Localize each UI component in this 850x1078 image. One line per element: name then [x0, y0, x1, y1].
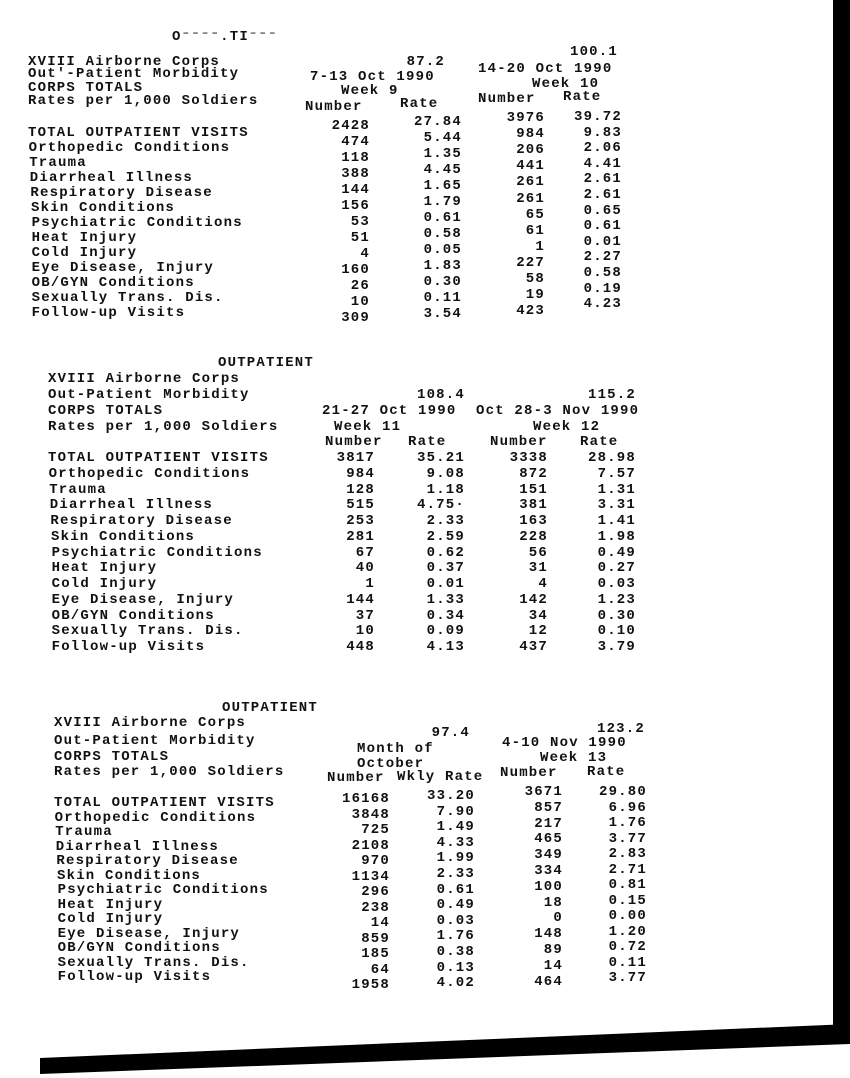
- rate-value: 0.30: [423, 274, 462, 290]
- rate-value: 0.15: [608, 892, 647, 909]
- number-value: 1134: [351, 868, 390, 885]
- number-value: 872: [519, 465, 548, 482]
- rate-value: 0.30: [597, 607, 636, 624]
- number-value: 261: [516, 190, 545, 207]
- rate-value: 1.33: [426, 591, 465, 608]
- row-label: Eye Disease, Injury: [57, 925, 241, 942]
- report-title: OUTPATIENT: [218, 355, 315, 371]
- number-value: 10: [355, 623, 375, 640]
- row-label: Trauma: [49, 481, 107, 498]
- number-column-header: Number: [490, 434, 548, 450]
- number-value: 423: [516, 303, 545, 320]
- number-value: 185: [361, 946, 390, 962]
- rate-value: 0.61: [583, 218, 622, 235]
- row-label: Psychiatric Conditions: [57, 882, 269, 898]
- rate-column-header: Rate: [587, 764, 626, 780]
- rate-value: 1.76: [608, 815, 647, 831]
- group-total-rate: 123.2: [596, 721, 645, 737]
- number-value: 16168: [341, 791, 390, 807]
- rate-value: 0.58: [583, 265, 622, 281]
- number-column-header: Number: [478, 91, 536, 107]
- row-label: Eye Disease, Injury: [31, 260, 215, 276]
- rate-value: 0.11: [423, 290, 462, 306]
- number-value: 31: [528, 560, 548, 577]
- rate-value: 0.09: [426, 623, 465, 640]
- number-value: 296: [361, 884, 390, 900]
- rate-value: 0.27: [597, 560, 636, 577]
- row-label: Skin Conditions: [31, 200, 176, 216]
- number-value: 3848: [351, 806, 390, 823]
- bottom-border-bar: [40, 1024, 850, 1074]
- number-value: 238: [361, 899, 390, 916]
- rate-value: 0.61: [436, 881, 475, 898]
- rate-value: 5.44: [423, 130, 462, 146]
- number-column-header: Number: [327, 770, 385, 786]
- number-value: 61: [525, 222, 545, 239]
- rate-value: 0.81: [608, 877, 647, 893]
- period-label: 4-10 Nov 1990: [502, 735, 627, 751]
- report-header-line: CORPS TOTALS: [54, 749, 170, 765]
- rate-value: 2.27: [583, 249, 622, 266]
- rate-value: 0.00: [608, 908, 647, 924]
- number-value: 151: [519, 481, 548, 498]
- row-label: Heat Injury: [57, 896, 164, 913]
- rate-value: 1.76: [436, 928, 475, 945]
- rate-value: 3.77: [608, 830, 647, 847]
- group-total-rate: 115.2: [587, 387, 636, 403]
- number-value: 334: [534, 863, 563, 879]
- rate-column-header: Wkly Rate: [397, 769, 484, 785]
- number-value: 261: [516, 174, 545, 191]
- rate-value: 0.13: [436, 959, 475, 976]
- number-value: 64: [370, 961, 390, 978]
- report-header-line: CORPS TOTALS: [28, 80, 144, 96]
- period-label: Oct 28-3 Nov 1990: [476, 403, 640, 419]
- rate-value: 4.23: [583, 296, 622, 313]
- group-total-rate: 100.1: [569, 44, 618, 60]
- rate-value: 0.11: [608, 954, 647, 971]
- number-value: 34: [528, 607, 548, 624]
- rate-value: 4.13: [426, 639, 465, 655]
- number-value: 3817: [336, 450, 375, 466]
- row-label: Heat Injury: [31, 230, 138, 246]
- rate-value: 1.35: [423, 146, 462, 162]
- period-label: 7-13 Oct 1990: [310, 69, 435, 85]
- rate-value: 1.83: [423, 258, 462, 274]
- rate-value: 0.38: [436, 944, 475, 960]
- report-header-line: XVIII Airborne Corps: [54, 715, 247, 731]
- row-label: Follow-up Visits: [31, 305, 186, 321]
- row-label: Heat Injury: [51, 560, 158, 577]
- number-value: 0: [553, 910, 563, 927]
- right-border-bar: [833, 0, 850, 1038]
- number-value: 2428: [331, 118, 370, 134]
- number-value: 148: [534, 926, 563, 943]
- number-value: 1958: [351, 977, 390, 993]
- number-value: 4: [538, 576, 548, 592]
- row-label: Skin Conditions: [51, 528, 196, 545]
- number-value: 65: [525, 206, 545, 223]
- rate-value: 9.08: [426, 465, 465, 482]
- number-column-header: Number: [305, 99, 363, 115]
- row-label: TOTAL OUTPATIENT VISITS: [48, 450, 269, 466]
- row-label: Orthopedic Conditions: [28, 140, 231, 156]
- row-label: Follow-up Visits: [51, 639, 206, 655]
- number-column-header: Number: [500, 765, 558, 781]
- row-label: TOTAL OUTPATIENT VISITS: [54, 795, 275, 811]
- number-value: 984: [346, 465, 375, 482]
- period-label: 21-27 Oct 1990: [322, 403, 457, 419]
- row-label: OB/GYN Conditions: [57, 940, 221, 956]
- rate-value: 1.79: [423, 194, 462, 210]
- report-header-line: Rates per 1,000 Soldiers: [48, 419, 279, 435]
- number-value: 14: [370, 915, 390, 931]
- rate-column-header: Rate: [563, 89, 602, 105]
- number-value: 725: [361, 822, 390, 838]
- rate-value: 0.01: [583, 233, 622, 250]
- number-value: 515: [346, 497, 375, 514]
- rate-value: 1.49: [436, 819, 475, 836]
- report-header-line: Out-Patient Morbidity: [54, 733, 256, 749]
- rate-value: 39.72: [573, 109, 622, 125]
- rate-value: 0.49: [436, 897, 475, 914]
- number-value: 100: [534, 878, 563, 895]
- row-label: Respiratory Disease: [30, 185, 213, 201]
- group-total-rate: 97.4: [431, 725, 470, 741]
- rate-value: 4.45: [423, 162, 462, 178]
- rate-value: 1.31: [597, 481, 636, 498]
- row-label: Diarrheal Illness: [29, 170, 194, 186]
- row-label: Follow-up Visits: [57, 969, 212, 985]
- number-value: 253: [346, 513, 375, 529]
- period-label: Month of: [357, 741, 434, 757]
- number-value: 144: [346, 591, 375, 608]
- week-label: Week 12: [533, 419, 601, 435]
- rate-value: 2.33: [426, 513, 465, 529]
- number-value: 349: [534, 847, 563, 864]
- number-value: 26: [350, 278, 370, 294]
- number-value: 4: [360, 246, 370, 262]
- rate-value: 2.71: [608, 861, 647, 878]
- period-label: 14-20 Oct 1990: [478, 61, 613, 77]
- week-label: Week 13: [540, 750, 608, 766]
- row-label: Cold Injury: [31, 245, 138, 261]
- row-label: TOTAL OUTPATIENT VISITS: [28, 125, 249, 141]
- rate-value: 7.90: [436, 803, 475, 820]
- number-value: 118: [341, 150, 370, 166]
- rate-value: 28.98: [587, 450, 636, 466]
- row-label: Trauma: [29, 155, 87, 171]
- rate-value: 3.77: [608, 970, 647, 986]
- number-value: 56: [528, 544, 548, 561]
- row-label: Diarrheal Illness: [49, 497, 214, 514]
- row-label: Cold Injury: [51, 576, 158, 592]
- number-value: 40: [355, 560, 375, 577]
- rate-value: 1.65: [423, 178, 462, 194]
- rate-value: 4.02: [436, 975, 475, 992]
- number-value: 206: [516, 142, 545, 159]
- report-header-line: Out-Patient Morbidity: [48, 387, 250, 403]
- number-value: 437: [519, 639, 548, 655]
- number-value: 163: [519, 513, 548, 529]
- number-value: 2108: [351, 837, 390, 854]
- row-label: Trauma: [55, 824, 113, 840]
- number-value: 3976: [506, 110, 545, 126]
- report-header-line: XVIII Airborne Corps: [48, 371, 241, 387]
- row-label: OB/GYN Conditions: [51, 607, 215, 624]
- row-label: Cold Injury: [57, 911, 164, 927]
- rate-value: 35.21: [416, 450, 465, 466]
- rate-value: 2.59: [426, 528, 465, 545]
- report-header-line: CORPS TOTALS: [48, 403, 164, 419]
- rate-value: 1.18: [426, 481, 465, 498]
- rate-value: 0.72: [608, 939, 647, 955]
- rate-value: 4.41: [583, 155, 622, 172]
- number-value: 465: [534, 831, 563, 848]
- number-value: 142: [519, 591, 548, 608]
- week-label: Week 11: [334, 419, 402, 435]
- number-value: 3338: [509, 450, 548, 466]
- number-value: 388: [341, 166, 370, 182]
- number-value: 281: [346, 528, 375, 545]
- row-label: Psychiatric Conditions: [31, 215, 243, 231]
- rate-value: 1.98: [597, 528, 636, 545]
- rate-column-header: Rate: [408, 434, 447, 450]
- rate-value: 0.49: [597, 544, 636, 561]
- number-value: 448: [346, 639, 375, 655]
- period-label: October: [357, 756, 425, 772]
- row-label: Respiratory Disease: [50, 513, 233, 529]
- rate-value: 0.05: [423, 242, 462, 258]
- rate-value: 1.23: [597, 591, 636, 608]
- rate-value: 0.01: [426, 576, 465, 592]
- row-label: Sexually Trans. Dis.: [31, 290, 224, 306]
- row-label: Diarrheal Illness: [55, 838, 220, 855]
- group-total-rate: 87.2: [406, 54, 445, 70]
- rate-value: 0.34: [426, 607, 465, 624]
- rate-value: 2.61: [583, 187, 622, 203]
- rate-value: 27.84: [413, 114, 462, 130]
- number-value: 857: [534, 799, 563, 816]
- number-value: 227: [516, 254, 545, 271]
- number-value: 464: [534, 973, 563, 990]
- row-label: Eye Disease, Injury: [51, 591, 235, 608]
- report-header-line: Out'-Patient Morbidity: [28, 66, 240, 82]
- week-label: Week 10: [532, 76, 600, 92]
- rate-value: 0.65: [583, 202, 622, 219]
- rate-value: 0.03: [436, 912, 475, 929]
- number-value: 89: [543, 942, 563, 958]
- rate-value: 4.33: [436, 834, 475, 851]
- report-header-line: Rates per 1,000 Soldiers: [54, 764, 285, 780]
- rate-value: 0.10: [597, 623, 636, 640]
- rate-column-header: Rate: [580, 434, 619, 450]
- row-label: Respiratory Disease: [56, 853, 239, 869]
- number-value: 37: [355, 607, 375, 624]
- rate-value: 0.58: [423, 226, 462, 242]
- number-value: 10: [350, 294, 370, 310]
- number-value: 14: [543, 957, 563, 974]
- rate-value: 4.75·: [416, 497, 465, 514]
- row-label: Skin Conditions: [57, 867, 202, 884]
- rate-value: 2.06: [583, 140, 622, 157]
- row-label: Orthopedic Conditions: [48, 465, 251, 482]
- number-value: 12: [528, 623, 548, 640]
- report-title: O⁻⁻⁻⁻.TI⁻⁻⁻: [172, 29, 278, 45]
- rate-value: 3.54: [423, 306, 462, 322]
- row-label: Orthopedic Conditions: [54, 809, 257, 826]
- number-value: 128: [346, 481, 375, 498]
- rate-value: 7.57: [597, 465, 636, 482]
- rate-value: 1.41: [597, 513, 636, 529]
- rate-value: 0.62: [426, 544, 465, 561]
- number-value: 67: [355, 544, 375, 561]
- rate-column-header: Rate: [400, 96, 439, 112]
- report-header-line: Rates per 1,000 Soldiers: [28, 93, 259, 109]
- number-value: 156: [341, 198, 370, 214]
- number-value: 970: [361, 853, 390, 869]
- number-value: 51: [350, 230, 370, 246]
- rate-value: 3.79: [597, 639, 636, 655]
- number-value: 381: [519, 497, 548, 514]
- rate-value: 0.03: [597, 576, 636, 592]
- number-value: 58: [525, 271, 545, 287]
- number-value: 3671: [524, 784, 563, 800]
- report-title: OUTPATIENT: [222, 700, 319, 716]
- rate-value: 2.83: [608, 846, 647, 862]
- number-value: 19: [525, 287, 545, 304]
- rate-value: 9.83: [583, 124, 622, 141]
- number-value: 984: [516, 126, 545, 143]
- number-value: 309: [341, 310, 370, 326]
- rate-value: 0.61: [423, 210, 462, 226]
- number-column-header: Number: [325, 434, 383, 450]
- number-value: 18: [543, 894, 563, 911]
- number-value: 1: [535, 238, 545, 255]
- week-label: Week 9: [341, 83, 399, 99]
- number-value: 859: [361, 930, 390, 947]
- row-label: OB/GYN Conditions: [31, 275, 195, 291]
- rate-value: 0.37: [426, 560, 465, 577]
- group-total-rate: 108.4: [416, 387, 465, 403]
- number-value: 144: [341, 182, 370, 198]
- number-value: 53: [350, 214, 370, 230]
- rate-value: 29.80: [598, 784, 647, 800]
- rate-value: 33.20: [426, 788, 475, 804]
- number-value: 217: [534, 815, 563, 832]
- row-label: Sexually Trans. Dis.: [51, 623, 244, 640]
- rate-value: 2.33: [436, 866, 475, 882]
- row-label: Psychiatric Conditions: [51, 544, 263, 561]
- number-value: 474: [341, 134, 370, 150]
- number-value: 160: [341, 262, 370, 278]
- number-value: 1: [365, 576, 375, 592]
- rate-value: 1.99: [436, 850, 475, 867]
- rate-value: 0.19: [583, 280, 622, 297]
- rate-value: 2.61: [583, 171, 622, 188]
- number-value: 441: [516, 158, 545, 175]
- rate-value: 6.96: [608, 799, 647, 816]
- rate-value: 1.20: [608, 923, 647, 940]
- rate-value: 3.31: [597, 497, 636, 514]
- report-header-line: XVIII Airborne Corps: [28, 54, 221, 70]
- row-label: Sexually Trans. Dis.: [57, 954, 250, 971]
- number-value: 228: [519, 528, 548, 545]
